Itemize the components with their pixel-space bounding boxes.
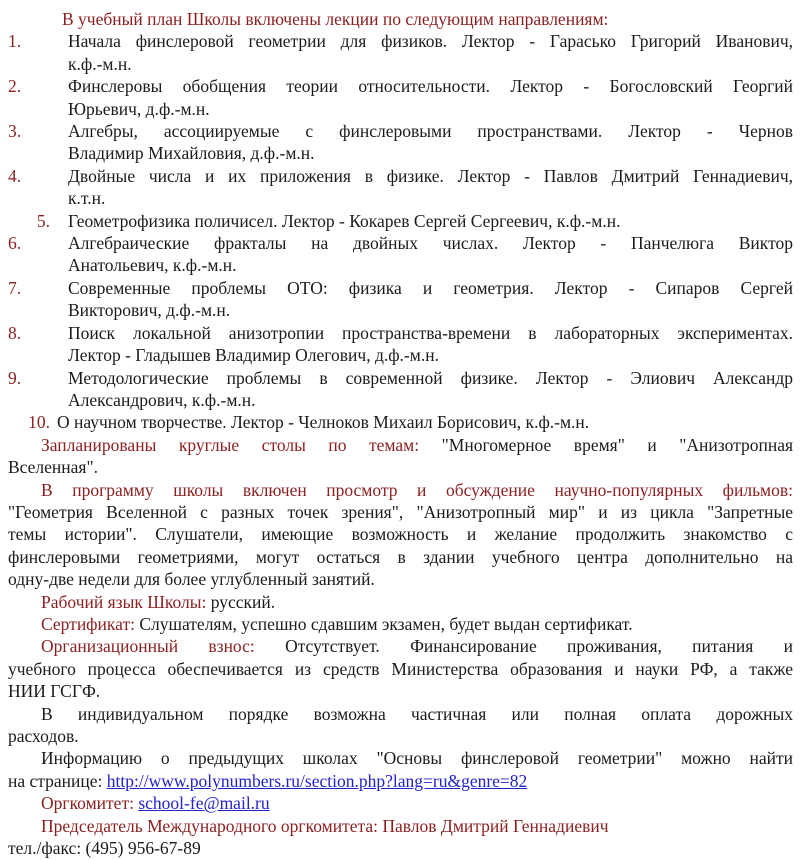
- lecture-9-line-2: Александрович, к.ф.-м.н.: [68, 389, 256, 410]
- certificate-text: Сертификат:: [41, 613, 135, 634]
- travel-costs-line-2: [8, 725, 793, 747]
- lecture-item-7: [8, 277, 793, 322]
- round-tables: [8, 434, 793, 479]
- lecture-item-1: [8, 30, 793, 75]
- lecture-3-line-2: Владимир Михайловия, д.ф.-м.н.: [68, 143, 315, 164]
- lecture-item-3: [8, 120, 793, 165]
- working-language: [8, 591, 793, 613]
- lecture-8-line-1: 8. Поиск локальной анизотропии пространства-времени в лабораторных экспериментах.: [8, 322, 793, 343]
- info-paragraphs: [8, 434, 793, 860]
- films-program-line-3: [8, 523, 793, 545]
- films-program-line-5: [8, 568, 793, 590]
- films-program-line-1: [8, 479, 793, 501]
- films-program-line-2: [8, 501, 793, 523]
- lecture-number: 4.: [8, 165, 22, 186]
- organization-fee-text: НИИ ГСГФ.: [8, 681, 101, 702]
- lecture-number: 8.: [8, 322, 22, 343]
- lecture-5-line-1: 5. Геометрофизика поличисел. Лектор - Кокарев Сергей Сергеевич, к.ф.-м.н.: [68, 210, 793, 232]
- phone-fax-line-1: [8, 837, 793, 859]
- lecture-1-line-1: 1. Начала финслеровой геометрии для физиков. Лектор - Гарасько Григорий Иванович,: [8, 31, 793, 52]
- lecture-list: [8, 30, 793, 433]
- previous-schools-info-text: на странице:: [8, 770, 107, 791]
- lecture-4-line-1: 4. Двойные числа и их приложения в физике. Лектор - Павлов Дмитрий Геннадиевич,: [8, 165, 793, 186]
- lecture-item-6: [8, 232, 793, 277]
- films-program-line-4: [8, 546, 793, 568]
- lecture-7-line-1: 7. Современные проблемы ОТО: физика и геометрия. Лектор - Сипаров Сергей: [8, 277, 793, 298]
- certificate-line-1: [8, 613, 793, 635]
- phone-fax-text: тел./факс: (495) 956-67-89: [8, 838, 201, 859]
- lecture-10-line-1: 10. О научном творчестве. Лектор - Челноков Михаил Борисович, к.ф.-м.н.: [68, 411, 793, 433]
- organization-fee-line-2: [8, 658, 793, 680]
- round-tables-line-1: [8, 434, 793, 456]
- films-program-text: темы истории". Слушатели, имеющие возможность и желание продолжить знакомство с: [8, 524, 793, 545]
- organization-fee: [8, 635, 793, 702]
- lecture-item-4: [8, 165, 793, 210]
- lecture-9-line-1: 9. Методологические проблемы в современной физике. Лектор - Элиович Александр: [8, 367, 793, 388]
- chairman: [8, 815, 793, 837]
- lecture-number: 6.: [8, 233, 22, 254]
- orgcommittee-line-1: [8, 792, 793, 814]
- working-language-text: Рабочий язык Школы:: [41, 591, 207, 612]
- organization-fee-text: Отсутствует. Финансирование проживания, питания и: [254, 636, 793, 657]
- round-tables-text: Вселенная".: [8, 457, 98, 478]
- previous-schools-info: [8, 747, 793, 792]
- organization-fee-line-1: [8, 635, 793, 657]
- films-program-text: одну-две недели для более углубленный занятий.: [8, 569, 375, 590]
- lecture-item-10: [8, 411, 793, 433]
- travel-costs-text: расходов.: [8, 726, 79, 746]
- lecture-4-line-2: к.т.н.: [68, 188, 106, 209]
- lecture-number: 7.: [8, 277, 22, 298]
- chairman-line-1: [8, 815, 793, 837]
- previous-schools-info-line-1: [8, 747, 793, 769]
- lecture-6-line-2: Анатольевич, к.ф.-м.н.: [68, 255, 237, 276]
- lecture-item-9: [8, 367, 793, 412]
- lecture-item-5: [8, 210, 793, 232]
- lecture-item-2: [8, 75, 793, 120]
- lecture-number: 5.: [36, 210, 50, 231]
- working-language-line-1: [8, 591, 793, 613]
- previous-schools-info-text: Информацию о предыдущих школах "Основы финслеровой геометрии" можно найти: [41, 748, 793, 769]
- lecture-item-8: [8, 322, 793, 367]
- certificate-text: Слушателям, успешно сдавшим экзамен, будет выдан сертификат.: [134, 613, 633, 634]
- orgcommittee: [8, 792, 793, 814]
- lecture-number: 10.: [28, 412, 50, 433]
- polynumbers-link[interactable]: http://www.polynumbers.ru/section.php?lang=ru&genre=82: [106, 770, 528, 791]
- round-tables-line-2: [8, 456, 793, 478]
- orgcommittee-text: Оргкомитет:: [41, 793, 139, 814]
- lecture-2-line-2: Юрьевич, д.ф.-м.н.: [68, 98, 210, 119]
- organization-fee-text: Организационный взнос:: [41, 636, 255, 657]
- lecture-8-line-2: Лектор - Гладышев Владимир Олегович, д.ф.-м.н.: [68, 345, 439, 366]
- round-tables-text: "Многомерное время" и "Анизотропная: [419, 434, 794, 455]
- previous-schools-info-line-2: [8, 770, 793, 792]
- working-language-text: русский.: [206, 591, 276, 612]
- travel-costs-line-1: [8, 703, 793, 725]
- certificate: [8, 613, 793, 635]
- lecture-1-line-2: к.ф.-м.н.: [68, 53, 132, 74]
- lecture-number: 1.: [8, 31, 22, 52]
- lecture-number: 3.: [8, 121, 22, 142]
- lecture-6-line-1: 6. Алгебраические фракталы на двойных числах. Лектор - Панчелюга Виктор: [8, 233, 793, 254]
- lecture-7-line-2: Викторович, д.ф.-м.н.: [68, 300, 231, 321]
- lecture-number: 9.: [8, 367, 22, 388]
- phone-fax: [8, 837, 793, 859]
- lecture-number: 2.: [8, 76, 22, 97]
- organization-fee-text: учебного процесса обеспечивается из средств Министерства образования и науки РФ, а также: [8, 658, 793, 679]
- travel-costs-text: В индивидуальном порядке возможна частичная или полная оплата дорожных: [41, 703, 793, 724]
- lecture-3-line-1: 3. Алгебры, ассоциируемые с финслеровыми пространствами. Лектор - Чернов: [8, 121, 793, 142]
- films-program-text: финслеровыми геометриями, могут остаться в здании учебного центра дополнительно на: [8, 546, 793, 567]
- films-program-text: В программу школы включен просмотр и обсуждение научно-популярных фильмов:: [41, 479, 793, 500]
- travel-costs: [8, 703, 793, 748]
- round-tables-text: Запланированы круглые столы по темам:: [41, 434, 420, 455]
- chairman-text: Председатель Международного оргкомитета: Павлов Дмитрий Геннадиевич: [41, 815, 609, 836]
- intro-heading: В учебный план Школы включены лекции по следующим направлениям:: [62, 9, 609, 29]
- lecture-2-line-1: 2. Финслеровы обобщения теории относительности. Лектор - Богословский Георгий: [8, 76, 793, 97]
- organization-fee-line-3: [8, 680, 793, 702]
- films-program-text: "Геометрия Вселенной с разных точек зрения", "Анизотропный мир" и из цикла "Запретные: [8, 501, 793, 522]
- email-link[interactable]: school-fe@mail.ru: [138, 793, 270, 814]
- films-program: [8, 479, 793, 591]
